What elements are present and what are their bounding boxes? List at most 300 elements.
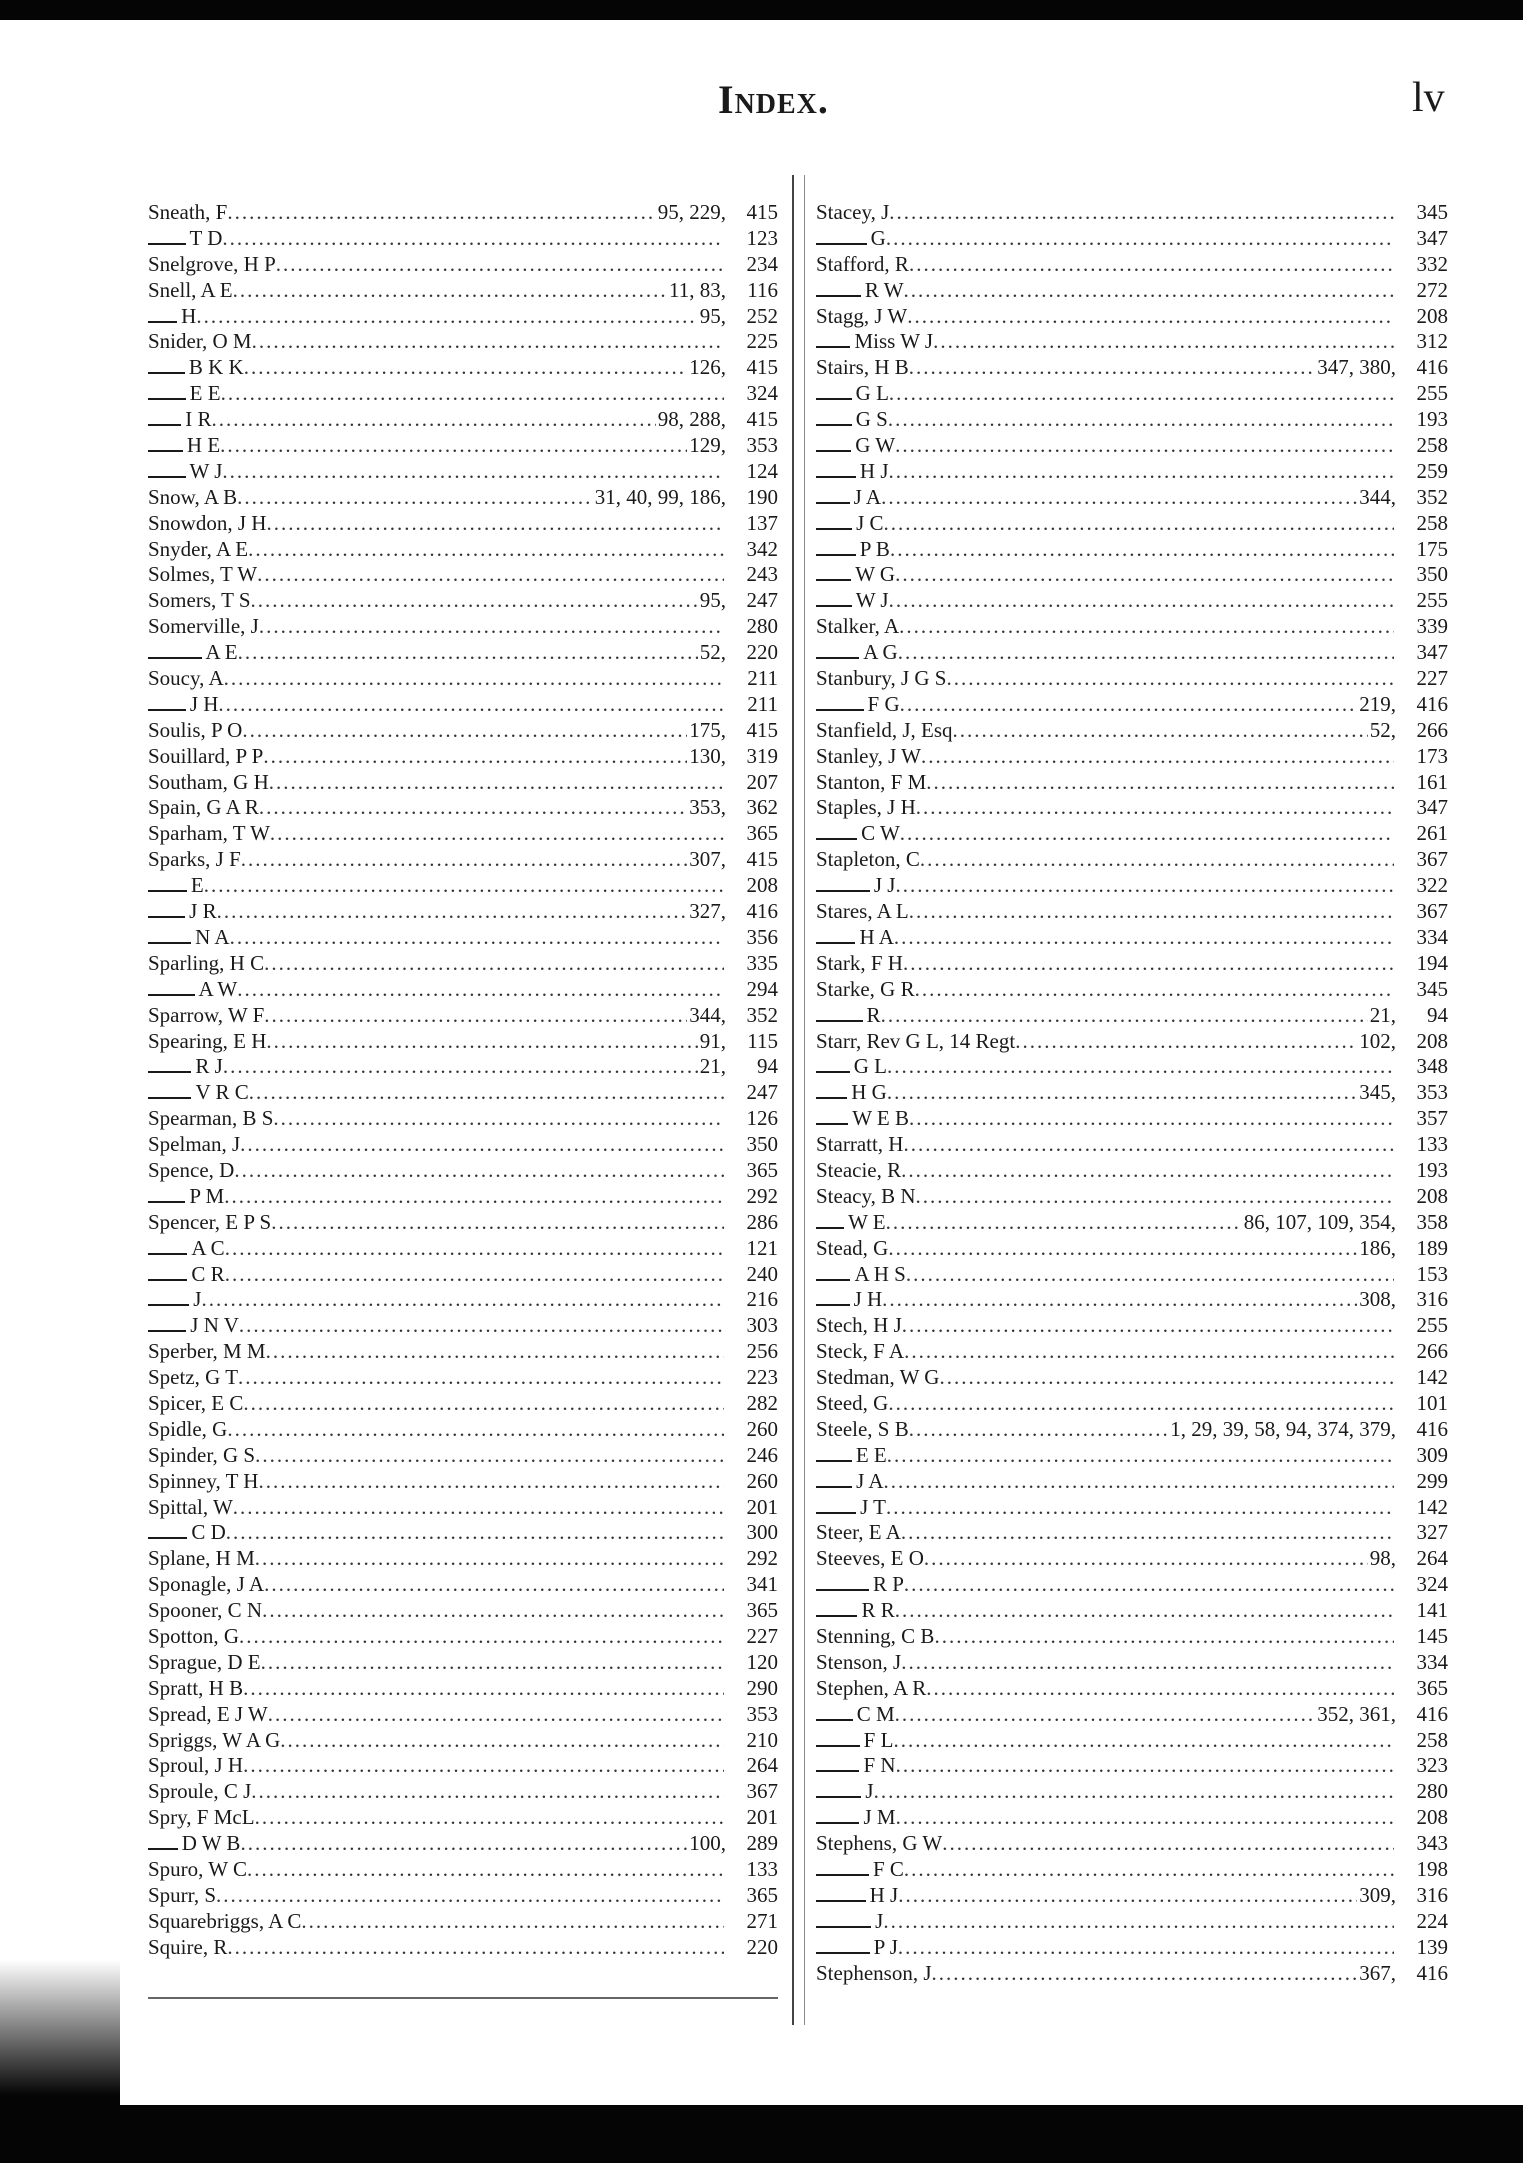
entry-page: 312 [1416, 329, 1448, 354]
entry-name: Snow, A B [148, 484, 238, 509]
index-entry [148, 1313, 778, 1339]
entry-name: Stagg, J W [816, 303, 908, 328]
ditto-dash [816, 942, 855, 944]
ditto-dash [816, 1796, 861, 1798]
entry-page: 175 [1416, 536, 1448, 561]
index-entry [148, 1883, 778, 1909]
index-entry [816, 1935, 1448, 1961]
entry-page: 259 [1416, 458, 1448, 483]
entry-name: T D [189, 225, 223, 250]
leader-dots [895, 873, 1394, 899]
index-entry [148, 1546, 778, 1572]
index-entry [148, 1857, 778, 1883]
entry-references: 219, [1359, 691, 1396, 716]
leader-dots [874, 1779, 1394, 1805]
leader-dots [241, 847, 687, 873]
index-entry [148, 795, 778, 821]
index-entry [816, 485, 1448, 511]
ditto-dash [816, 1719, 853, 1721]
entry-page: 260 [746, 1416, 778, 1441]
entry-page: 347 [1416, 225, 1448, 250]
leader-dots [946, 666, 1394, 692]
leader-dots [269, 770, 724, 796]
entry-name: Sneath, F [148, 200, 228, 224]
entry-page: 365 [1416, 1675, 1448, 1700]
ditto-dash [816, 657, 859, 659]
leader-dots [280, 1728, 724, 1754]
leader-dots [234, 1158, 724, 1184]
entry-page: 324 [746, 381, 778, 406]
entry-page: 142 [1416, 1494, 1448, 1519]
leader-dots [270, 821, 724, 847]
leader-dots [888, 1236, 1357, 1262]
ditto-dash [816, 1227, 844, 1229]
index-entry [148, 226, 778, 252]
index-entry [816, 1753, 1448, 1779]
entry-name: J [875, 1908, 884, 1933]
index-entry [816, 770, 1448, 796]
entry-name: R R [861, 1598, 895, 1623]
page-header [0, 72, 1523, 132]
leader-dots [233, 278, 667, 304]
entry-name: Steacy, B N [816, 1183, 916, 1208]
entry-page: 353 [746, 433, 778, 458]
index-entry [148, 1365, 778, 1391]
bottom-scan-border [0, 2105, 1523, 2163]
ditto-dash [816, 554, 856, 556]
entry-references: 95, 229, [657, 200, 726, 224]
entry-references: 309, [1359, 1882, 1396, 1907]
index-entry [816, 355, 1448, 381]
entry-page: 139 [1416, 1934, 1448, 1959]
ditto-dash [816, 1745, 860, 1747]
ditto-dash [148, 1071, 191, 1073]
entry-page: 345 [1416, 976, 1448, 1001]
ditto-dash [816, 295, 861, 297]
entry-page: 356 [746, 924, 778, 949]
index-entry [816, 1650, 1448, 1676]
entry-name: J H [189, 691, 219, 716]
entry-page: 266 [1416, 717, 1448, 742]
entry-page: 416 [1416, 1960, 1448, 1985]
index-entry [816, 847, 1448, 873]
entry-references: 367, [1359, 1960, 1396, 1985]
index-entry [148, 1339, 778, 1365]
leader-dots [237, 485, 593, 511]
leader-dots [953, 718, 1368, 744]
index-entry [816, 1184, 1448, 1210]
entry-name: Sparrow, W F [148, 1002, 265, 1027]
leader-dots [888, 1391, 1394, 1417]
index-entry [148, 951, 778, 977]
leader-dots [243, 1753, 724, 1779]
column-divider [792, 175, 805, 2025]
index-entry [816, 1080, 1448, 1106]
index-entry [148, 252, 778, 278]
entry-name: Spetz, G T [148, 1365, 239, 1390]
leader-dots [909, 1106, 1394, 1132]
ditto-dash [148, 1537, 187, 1539]
index-entry [816, 795, 1448, 821]
index-entry [816, 511, 1448, 537]
leader-dots [926, 1676, 1394, 1702]
index-entry [816, 640, 1448, 666]
entry-page: 290 [746, 1675, 778, 1700]
leader-dots [233, 1495, 724, 1521]
index-entry [816, 226, 1448, 252]
ditto-dash [816, 1952, 870, 1954]
leader-dots [887, 1080, 1357, 1106]
entry-references: 98, 288, [657, 407, 726, 432]
index-entry [816, 1961, 1448, 1987]
index-entry [816, 1546, 1448, 1572]
leader-dots [882, 1287, 1357, 1313]
entry-references: 11, 83, [669, 277, 726, 302]
leader-dots [881, 1003, 1368, 1029]
entry-name: Snell, A E [148, 277, 233, 302]
entry-name: J T [860, 1494, 886, 1519]
entry-name: Starke, G R [816, 976, 915, 1001]
index-entry [816, 1572, 1448, 1598]
leader-dots [881, 485, 1357, 511]
index-entry [816, 1158, 1448, 1184]
index-entry [148, 485, 778, 511]
entry-name: Sproul, J H [148, 1753, 244, 1778]
entry-name: Squarebriggs, A C [148, 1908, 302, 1933]
leader-dots [257, 562, 724, 588]
entry-page: 415 [746, 355, 778, 380]
entry-name: H J [869, 1882, 899, 1907]
entry-page: 416 [1416, 691, 1448, 716]
entry-page: 142 [1416, 1365, 1448, 1390]
entry-page: 94 [757, 1054, 778, 1079]
entry-page: 280 [1416, 1779, 1448, 1804]
entry-page: 208 [1416, 1028, 1448, 1053]
entry-page: 415 [746, 407, 778, 432]
entry-page: 264 [746, 1753, 778, 1778]
index-entry [816, 1339, 1448, 1365]
leader-dots [243, 1676, 724, 1702]
entry-references: 308, [1359, 1287, 1396, 1312]
entry-name: H [181, 303, 197, 328]
entry-name: P M [189, 1183, 225, 1208]
entry-page: 316 [1416, 1287, 1448, 1312]
ditto-dash [148, 709, 186, 711]
leader-dots [217, 899, 688, 925]
leader-dots [893, 1728, 1394, 1754]
entry-page: 415 [746, 717, 778, 742]
entry-page: 289 [746, 1831, 778, 1856]
entry-name: Stead, G [816, 1235, 889, 1260]
index-entry [148, 407, 778, 433]
ditto-dash [816, 838, 857, 840]
leader-dots [909, 899, 1394, 925]
entry-name: J A [853, 484, 882, 509]
entry-references: 102, [1359, 1028, 1396, 1053]
entry-name: H J [859, 458, 889, 483]
index-entry [816, 1702, 1448, 1728]
leader-dots [216, 1883, 724, 1909]
leader-dots [916, 795, 1394, 821]
ditto-dash [816, 1304, 850, 1306]
entry-name: C M [856, 1701, 895, 1726]
entry-references: 345, [1359, 1080, 1396, 1105]
index-entry [148, 1262, 778, 1288]
entry-references: 91, [699, 1028, 726, 1053]
entry-page: 126 [746, 1106, 778, 1131]
leader-dots [889, 381, 1394, 407]
leader-dots [890, 537, 1394, 563]
entry-name: A E [205, 640, 238, 665]
ditto-dash [816, 1874, 869, 1876]
index-entry [148, 1728, 778, 1754]
leader-dots [240, 1132, 724, 1158]
entry-page: 201 [746, 1494, 778, 1519]
index-entry [148, 614, 778, 640]
entry-name: Stalker, A [816, 614, 900, 639]
entry-page: 299 [1416, 1468, 1448, 1493]
entry-page: 145 [1416, 1623, 1448, 1648]
entry-page: 348 [1416, 1054, 1448, 1079]
ditto-dash [148, 476, 186, 478]
leader-dots [916, 1184, 1394, 1210]
entry-page: 294 [746, 976, 778, 1001]
entry-name: Spearman, B S [148, 1106, 274, 1131]
entry-page: 198 [1416, 1857, 1448, 1881]
entry-page: 286 [746, 1209, 778, 1234]
entry-page: 280 [746, 614, 778, 639]
entry-page: 367 [1416, 899, 1448, 924]
leader-dots [263, 744, 687, 770]
ditto-dash [816, 502, 850, 504]
index-entry [148, 1236, 778, 1262]
entry-page: 324 [1416, 1572, 1448, 1597]
ditto-dash [816, 579, 851, 581]
entry-name: Spread, E J W [148, 1701, 268, 1726]
index-entry [816, 562, 1448, 588]
entry-page: 255 [1416, 1313, 1448, 1338]
index-entry [148, 588, 778, 614]
index-entry [148, 1029, 778, 1055]
leader-dots [932, 1961, 1358, 1987]
leader-dots [903, 951, 1394, 977]
leader-dots [259, 614, 724, 640]
leader-dots [886, 1210, 1242, 1236]
index-entry [816, 1443, 1448, 1469]
entry-references: 344, [689, 1002, 726, 1027]
entry-page: 133 [1416, 1132, 1448, 1157]
leader-dots [902, 1313, 1394, 1339]
leader-dots [900, 821, 1394, 847]
entry-page: 416 [1416, 1701, 1448, 1726]
index-entry [148, 925, 778, 951]
page-title: Index. [718, 77, 829, 122]
leader-dots [901, 1158, 1394, 1184]
entry-page: 416 [1416, 355, 1448, 380]
entry-name: Miss W J [854, 329, 934, 354]
entry-name: W E [848, 1209, 886, 1234]
index-entry [148, 1443, 778, 1469]
index-entry [816, 1909, 1448, 1935]
index-entry [148, 1650, 778, 1676]
leader-dots [226, 1520, 724, 1546]
index-entry [816, 1857, 1448, 1883]
entry-name: J [193, 1287, 202, 1312]
leader-dots [255, 1443, 724, 1469]
index-entry [816, 873, 1448, 899]
entry-page: 225 [746, 329, 778, 354]
entry-page: 332 [1416, 251, 1448, 276]
entry-page: 272 [1416, 277, 1448, 302]
leader-dots [898, 1883, 1357, 1909]
leader-dots [255, 1805, 724, 1831]
entry-page: 161 [1416, 769, 1448, 794]
index-entry [148, 1935, 778, 1961]
entry-name: Stafford, R [816, 251, 909, 276]
index-entry [816, 1495, 1448, 1521]
index-entry [148, 200, 778, 226]
leader-dots [915, 977, 1394, 1003]
entry-references: 21, [1369, 1002, 1396, 1027]
entry-name: R W [864, 277, 904, 302]
leader-dots [222, 459, 724, 485]
leader-dots [211, 407, 655, 433]
leader-dots [887, 1443, 1394, 1469]
entry-references: 98, [1369, 1546, 1396, 1571]
ditto-dash [148, 1848, 178, 1850]
ditto-dash [148, 1253, 187, 1255]
ditto-dash [148, 372, 185, 374]
entry-name: Starratt, H [816, 1132, 904, 1157]
entry-page: 334 [1416, 1649, 1448, 1674]
index-entry [816, 304, 1448, 330]
index-entry [148, 1624, 778, 1650]
ditto-dash [816, 1460, 852, 1462]
index-entry [816, 433, 1448, 459]
entry-name: Stanfield, J, Esq [816, 717, 953, 742]
index-entry [148, 718, 778, 744]
entry-references: 86, 107, 109, 354, [1243, 1209, 1396, 1234]
leader-dots [899, 614, 1394, 640]
entry-page: 416 [1416, 1416, 1448, 1441]
index-entry [148, 1753, 778, 1779]
entry-page: 223 [746, 1365, 778, 1390]
leader-dots [884, 511, 1395, 537]
leader-dots [934, 1624, 1394, 1650]
leader-dots [248, 537, 724, 563]
entry-page: 252 [746, 303, 778, 328]
entry-page: 255 [1416, 588, 1448, 613]
leader-dots [227, 1935, 724, 1961]
index-entry [148, 433, 778, 459]
entry-name: Squire, R [148, 1934, 228, 1959]
leader-dots [898, 640, 1394, 666]
leader-dots [900, 692, 1358, 718]
entry-page: 193 [1416, 407, 1448, 432]
entry-name: J C [856, 510, 884, 535]
index-entry [816, 252, 1448, 278]
entry-page: 415 [746, 847, 778, 872]
leader-dots [251, 588, 698, 614]
index-entry [148, 640, 778, 666]
entry-page: 353 [746, 1701, 778, 1726]
leader-dots [886, 1495, 1394, 1521]
entry-name: Spence, D [148, 1157, 235, 1182]
entry-name: P J [873, 1934, 898, 1959]
index-entry [148, 1598, 778, 1624]
entry-name: C W [861, 821, 900, 846]
entry-name: Sponagle, J A [148, 1572, 265, 1597]
entry-name: Solmes, T W [148, 562, 258, 587]
ditto-dash [816, 450, 851, 452]
entry-name: Steele, S B [816, 1416, 909, 1441]
index-entry [148, 1106, 778, 1132]
entry-page: 282 [746, 1390, 778, 1415]
entry-name: Spencer, E P S [148, 1209, 272, 1234]
entry-page: 227 [746, 1623, 778, 1648]
entry-references: 186, [1359, 1235, 1396, 1260]
entry-name: E [190, 873, 204, 898]
entry-name: J H [853, 1287, 883, 1312]
entry-name: H G [851, 1080, 887, 1105]
entry-page: 240 [746, 1261, 778, 1286]
leader-dots [907, 304, 1394, 330]
entry-page: 365 [746, 821, 778, 846]
entry-name: E E [189, 381, 221, 406]
entry-name: Stenson, J [816, 1649, 902, 1674]
index-column-left [148, 200, 778, 1961]
leader-dots [230, 925, 724, 951]
leader-dots [218, 692, 724, 718]
index-entry [816, 951, 1448, 977]
index-entry [148, 847, 778, 873]
entry-references: 31, 40, 99, 186, [594, 484, 726, 509]
entry-page: 365 [746, 1882, 778, 1907]
entry-page: 358 [1416, 1209, 1448, 1234]
leader-dots [888, 407, 1394, 433]
entry-name: Steeves, E O [816, 1546, 924, 1571]
leader-dots [889, 459, 1395, 485]
ditto-dash [816, 398, 852, 400]
leader-dots [243, 1391, 724, 1417]
leader-dots [239, 1313, 724, 1339]
leader-dots [251, 1779, 724, 1805]
entry-name: Snyder, A E [148, 536, 249, 561]
index-entry [816, 899, 1448, 925]
entry-name: C R [191, 1261, 225, 1286]
entry-name: Spidle, G [148, 1416, 228, 1441]
leader-dots [201, 1287, 724, 1313]
entry-page: 101 [1416, 1390, 1448, 1415]
leader-dots [895, 1702, 1316, 1728]
leader-dots [896, 1805, 1394, 1831]
entry-page: 316 [1416, 1882, 1448, 1907]
entry-name: G W [855, 433, 896, 458]
leader-dots [933, 329, 1394, 355]
ditto-dash [148, 424, 181, 426]
index-entry [148, 278, 778, 304]
leader-dots [273, 1106, 724, 1132]
entry-name: Somers, T S [148, 588, 251, 613]
ditto-dash [148, 398, 186, 400]
leader-dots [921, 744, 1394, 770]
leader-dots [238, 1365, 724, 1391]
leader-dots [909, 1417, 1169, 1443]
entry-page: 190 [746, 484, 778, 509]
entry-name: J J [873, 873, 896, 898]
ditto-dash [816, 1589, 869, 1591]
entry-name: Spinney, T H [148, 1468, 259, 1493]
